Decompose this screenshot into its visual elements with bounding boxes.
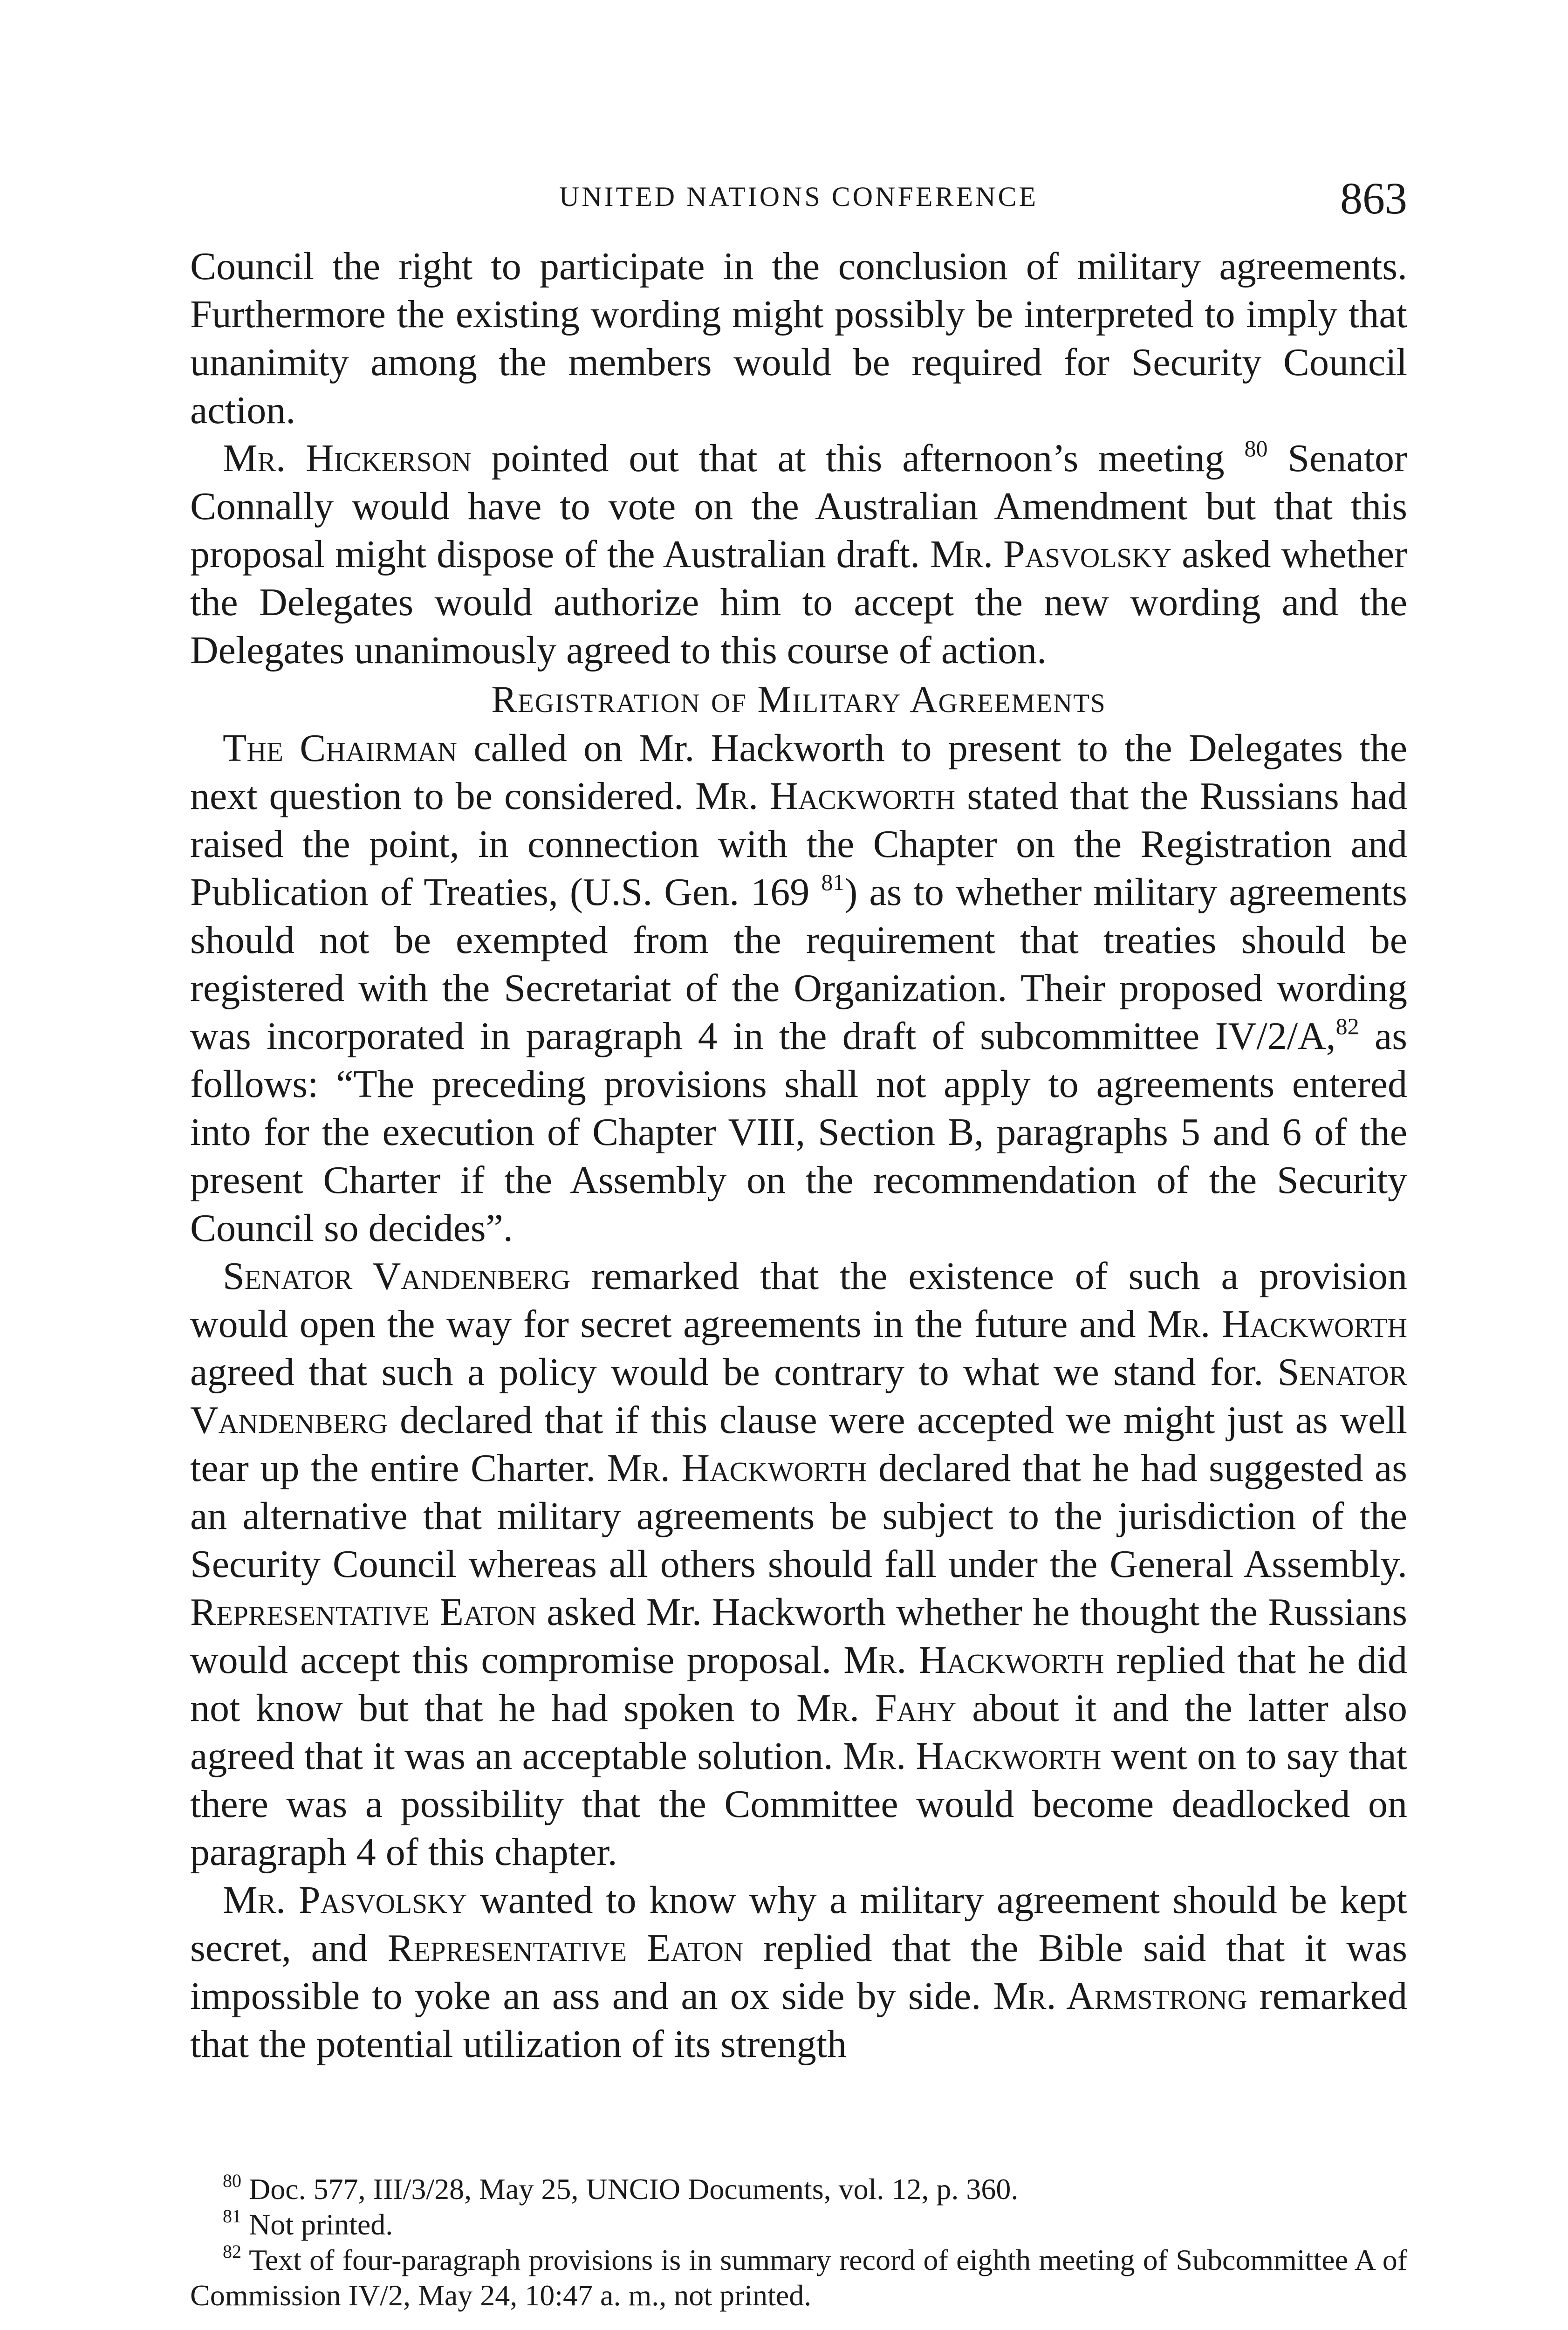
paragraph-text: as follows: “The preceding provisions shall not apply to agreements entered into for the execution of Chapter VIII, Section B, paragraphs 5 and 6 of the present Charter if the Assembly on the recommendation of the Security Council so decides”. — [190, 1014, 1407, 1250]
paragraph-vandenberg — [190, 1252, 1407, 1876]
paragraph-text: remarked that the potential utilization of its strength — [190, 1974, 1407, 2066]
running-head — [190, 172, 1407, 224]
footnote-text: Doc. 577, III/3/28, May 25, UNCIO Documents, vol. 12, p. 360. — [249, 2172, 1019, 2206]
paragraph-text: called on Mr. Hackworth to present to the Delegates the next question to be considered. — [190, 726, 1407, 818]
paragraph-text: asked whether the Delegates would authorize him to accept the new wording and the Delegates unanimously agreed to this course of action. — [190, 533, 1408, 672]
footnote — [190, 2172, 1407, 2207]
speaker-name: Representative Eaton — [190, 1590, 537, 1634]
footnote-marker: 80 — [223, 2170, 241, 2191]
paragraph-text: stated that the Russians had raised the point, in connection with the Chapter on the Registration and Publication of Treaties, (U.S. Gen. 169 — [190, 774, 1407, 914]
footnote-ref: 81 — [821, 869, 845, 895]
speaker-name: Representative Eaton — [387, 1926, 744, 1970]
speaker-name: Mr. Pasvolsky — [930, 533, 1172, 576]
speaker-name: Mr. Hackworth — [695, 774, 956, 818]
footnote — [190, 2242, 1407, 2313]
body-text — [190, 242, 1407, 2068]
paragraph-continuation: Council the right to participate in the conclusion of military agreements. Furthermore the existing wording might possibly be interpreted to imply that unanimity among the members would be required for Security Council action. — [190, 245, 1407, 432]
speaker-name: The Chairman — [223, 726, 458, 770]
paragraph-text: wanted to know why a military agreement should be kept secret, and — [190, 1878, 1408, 1970]
paragraph-text: asked Mr. Hackworth whether he thought the Russians would accept this compromise proposal. — [190, 1590, 1407, 1682]
speaker-name: Mr. Fahy — [796, 1686, 957, 1730]
document-page — [190, 0, 1407, 2330]
footnote-text: Not printed. — [249, 2208, 393, 2241]
footnote-ref: 82 — [1335, 1013, 1359, 1039]
footnote — [190, 2207, 1407, 2242]
speaker-name: Senator Vandenberg — [190, 1350, 1407, 1442]
paragraph-text: pointed out that at this afternoon’s meeting — [471, 437, 1225, 480]
footnotes — [190, 2172, 1407, 2313]
paragraph-text: declared that if this clause were accepted we might just as well tear up the entire Charter. — [190, 1398, 1407, 1490]
page-number: 863 — [1340, 173, 1407, 223]
footnote-ref: 80 — [1244, 435, 1268, 461]
speaker-name: Mr. Hackworth — [607, 1446, 867, 1490]
paragraph-text: declared that he had suggested as an alternative that military agreements be subject to the jurisdiction of the Security Council whereas all others should fall under the General Assembly. — [190, 1446, 1407, 1586]
speaker-name: Mr. Hackworth — [843, 1734, 1102, 1778]
paragraph-text: ) as to whether military agreements should not be exempted from the requirement that treaties should be registered with the Secretariat of the Organization. Their proposed wording was incorporated in paragraph 4 in the draft of subcommittee IV/2/A, — [190, 870, 1407, 1058]
paragraph-text: about it and the latter also agreed that it was an acceptable solution. — [190, 1686, 1407, 1778]
speaker-name: Mr. Hackworth — [1147, 1302, 1407, 1346]
paragraph-chairman — [190, 724, 1407, 1252]
paragraph-pasvolsky — [190, 1876, 1407, 2068]
paragraph-text: replied that he did not know but that he had spoken to — [190, 1638, 1407, 1730]
running-title: UNITED NATIONS CONFERENCE — [559, 181, 1039, 212]
section-heading: Registration of Military Agreements — [491, 678, 1106, 720]
paragraph-text: remarked that the existence of such a provision would open the way for secret agreements in the future and — [190, 1254, 1407, 1346]
paragraph-text: went on to say that there was a possibility that the Committee would become deadlocked on paragraph 4 of this chapter. — [190, 1734, 1408, 1874]
paragraph-text: replied that the Bible said that it was impossible to yoke an ass and an ox side by side. — [190, 1926, 1407, 2018]
footnote-marker: 82 — [223, 2241, 241, 2262]
speaker-name: Mr. Hickerson — [223, 437, 472, 480]
footnote-text: Text of four-paragraph provisions is in summary record of eighth meeting of Subcommittee A of Commission IV/2, May 24, 10:47 a. m., not printed. — [190, 2243, 1408, 2312]
paragraph-text: agreed that such a policy would be contrary to what we stand for. — [190, 1350, 1278, 1394]
speaker-name: Senator Vandenberg — [223, 1254, 571, 1298]
paragraph-text: Senator Connally would have to vote on the Australian Amendment but that this proposal might dispose of the Australian draft. — [190, 437, 1408, 576]
paragraph-hickerson — [190, 434, 1407, 674]
speaker-name: Mr. Armstrong — [993, 1974, 1247, 2018]
footnote-marker: 81 — [223, 2206, 241, 2227]
speaker-name: Mr. Pasvolsky — [223, 1878, 467, 1922]
speaker-name: Mr. Hackworth — [843, 1638, 1104, 1682]
